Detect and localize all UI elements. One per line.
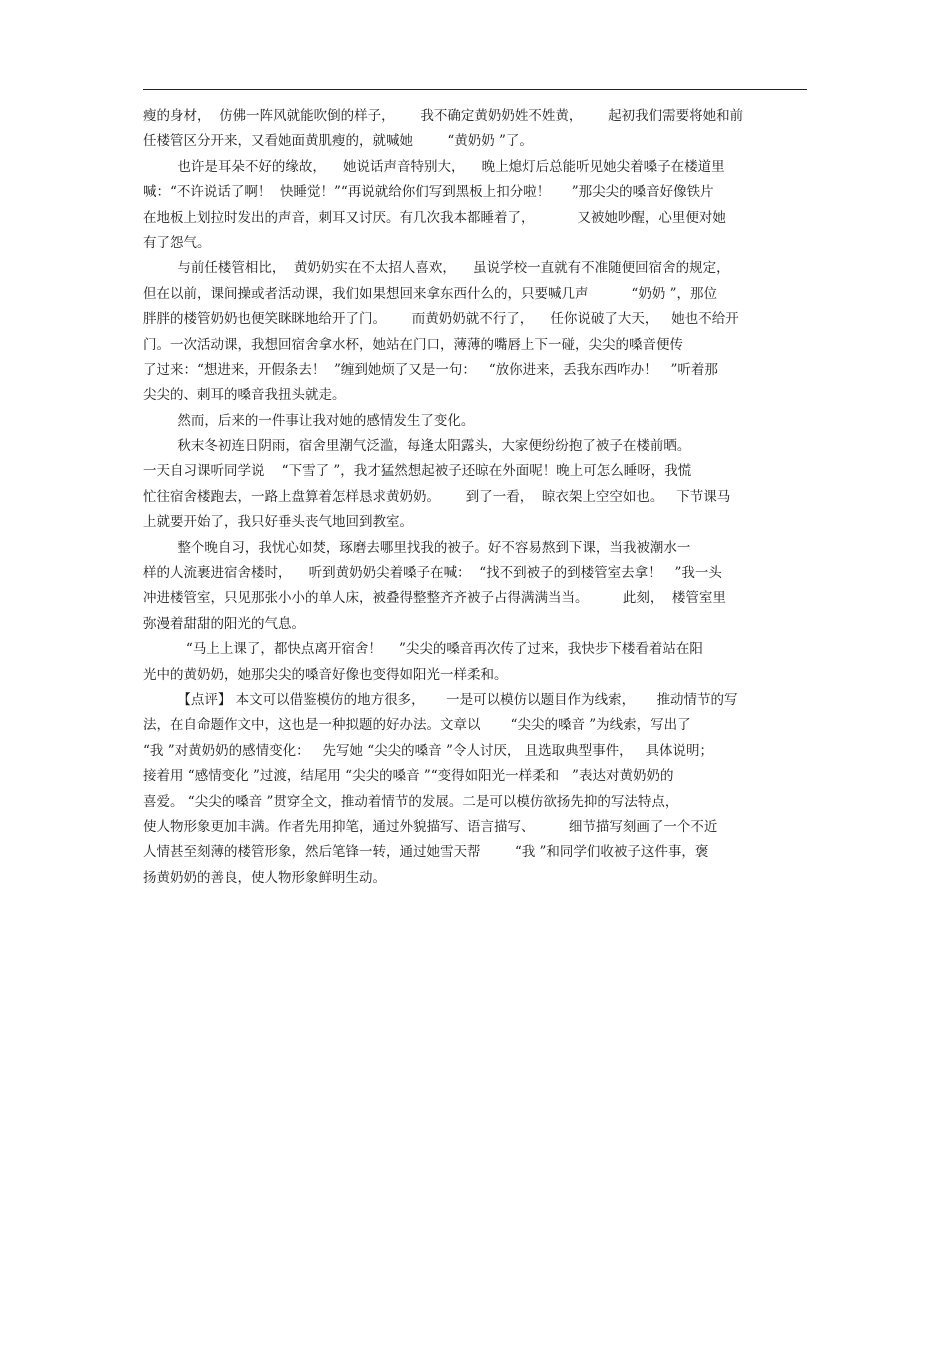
text-line: 了过来：“想进来，开假条去！ ”缠到她烦了又是一句： “放你进来，丢我东西咋办！ ”听着那 xyxy=(143,361,718,378)
text-line: 样的人流裹进宿舍楼时， 听到黄奶奶尖着嗓子在喊： “找不到被子的到楼管室去拿！ ”我一头 xyxy=(143,565,722,582)
text-line: 使人物形象更加丰满。作者先用抑笔，通过外貌描写、语言描写、 细节描写刻画了一个不近 xyxy=(143,818,718,835)
text-line: “马上上课了，都快点离开宿舍！ ”尖尖的嗓音再次传了过来，我快步下楼看着站在阳 xyxy=(143,641,703,658)
text-line: 一天自习课听同学说 “下雪了 ”，我才猛然想起被子还晾在外面呢！晚上可怎么睡呀，我慌 xyxy=(143,463,692,480)
text-line: 整个晚自习，我忧心如焚，琢磨去哪里找我的被子。好不容易熬到下课，当我被潮水一 xyxy=(143,539,691,556)
text-line: 秋末冬初连日阴雨，宿舍里潮气泛滥，每逢太阳露头，大家便纷纷抱了被子在楼前晒。 xyxy=(143,438,691,455)
text-line: 法，在自命题作文中，这也是一种拟题的好办法。文章以 “尖尖的嗓音 ”为线索，写出了 xyxy=(143,717,691,734)
text-line: 冲进楼管室，只见那张小小的单人床，被叠得整整齐齐被子占得满满当当。 此刻， 楼管室里 xyxy=(143,590,726,607)
text-line: 扬黄奶奶的善良，使人物形象鲜明生动。 xyxy=(143,869,386,886)
text-line: 忙往宿舍楼跑去，一路上盘算着怎样恳求黄奶奶。 到了一看， 晾衣架上空空如也。 下节课马 xyxy=(143,488,731,505)
text-line: 但在以前，课间操或者活动课，我们如果想回来拿东西什么的，只要喊几声 “奶奶 ”，那位 xyxy=(143,285,718,302)
text-line: 门。一次活动课，我想回宿舍拿水杯，她站在门口，薄薄的嘴唇上下一碰，尖尖的嗓音便传 xyxy=(143,336,683,353)
header-rule xyxy=(143,89,807,90)
text-line: 有了怨气。 xyxy=(143,234,211,251)
text-line: 人情甚至刻薄的楼管形象，然后笔锋一转，通过她雪天帮 “我 ”和同学们收被子这件事，褒 xyxy=(143,844,709,861)
text-line: 接着用 “感情变化 ”过渡，结尾用 “尖尖的嗓音 ”“变得如阳光一样柔和 ”表达对黄奶奶的 xyxy=(143,768,674,785)
text-line: 弥漫着甜甜的阳光的气息。 xyxy=(143,615,305,632)
text-line: “我 ”对黄奶奶的感情变化： 先写她 “尖尖的嗓音 ”令人讨厌， 且选取典型事件， 具体说明； xyxy=(143,742,714,759)
text-line: 【点评】 本文可以借鉴模仿的地方很多， 一是可以模仿以题目作为线索， 推动情节的写 xyxy=(143,691,738,708)
text-line: 与前任楼管相比， 黄奶奶实在不太招人喜欢， 虽说学校一直就有不准随便回宿舍的规定， xyxy=(143,260,730,277)
text-line: 在地板上划拉时发出的声音，刺耳又讨厌。有几次我本都睡着了， 又被她吵醒，心里便对她 xyxy=(143,209,726,226)
text-line: 然而，后来的一件事让我对她的感情发生了变化。 xyxy=(143,412,475,429)
text-line: 尖尖的、刺耳的嗓音我扭头就走。 xyxy=(143,387,346,404)
text-line: 上就要开始了，我只好垂头丧气地回到教室。 xyxy=(143,514,413,531)
text-line: 喜爱。 “尖尖的嗓音 ”贯穿全文，推动着情节的发展。二是可以模仿欲扬先抑的写法特点， xyxy=(143,793,679,810)
text-line: 喊：“不许说话了啊！ 快睡觉！”“再说就给你们写到黑板上扣分啦！ ”那尖尖的嗓音好像铁片 xyxy=(143,184,714,201)
text-line: 光中的黄奶奶，她那尖尖的嗓音好像也变得如阳光一样柔和。 xyxy=(143,666,508,683)
text-line: 瘦的身材， 仿佛一阵风就能吹倒的样子， 我不确定黄奶奶姓不姓黄， 起初我们需要将她和前 xyxy=(143,108,744,124)
text-line: 任楼管区分开来，又看她面黄肌瘦的，就喊她 “黄奶奶 ”了。 xyxy=(143,133,533,150)
text-line: 胖胖的楼管奶奶也便笑眯眯地给开了门。 而黄奶奶就不行了， 任你说破了大天， 她也不给开 xyxy=(143,311,739,328)
article-body xyxy=(143,104,807,891)
text-line: 也许是耳朵不好的缘故， 她说话声音特别大， 晚上熄灯后总能听见她尖着嗓子在楼道里 xyxy=(143,158,725,175)
